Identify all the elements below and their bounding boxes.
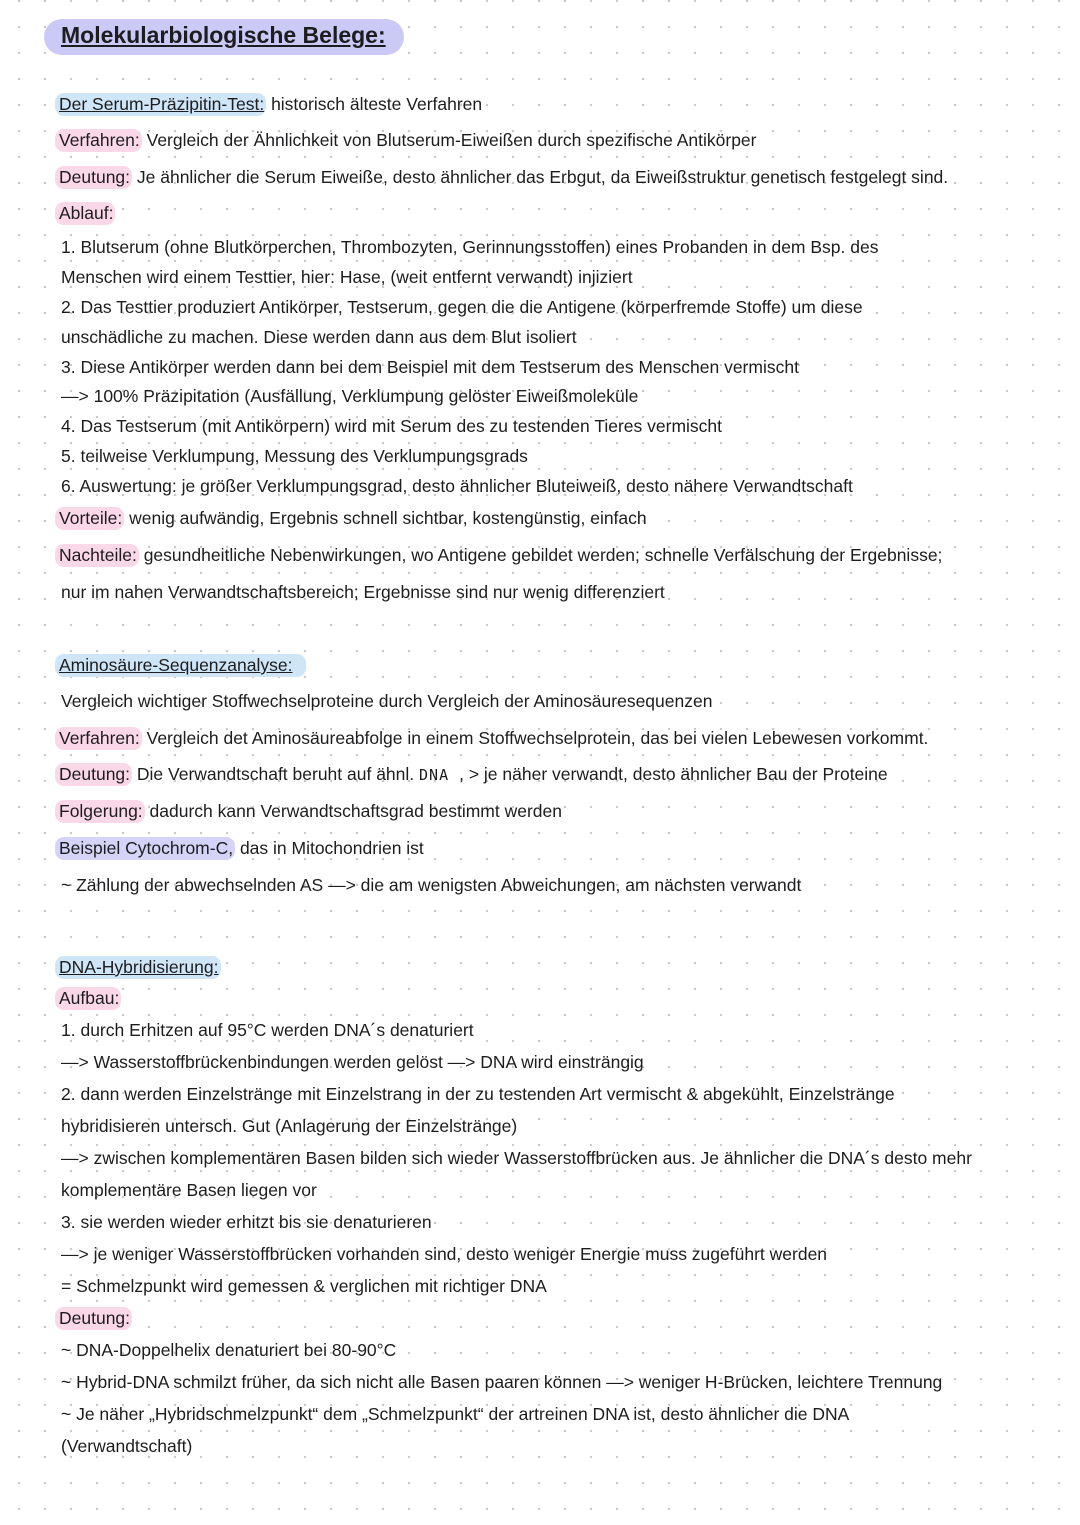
page-title: Molekularbiologische Belege: xyxy=(44,19,404,55)
serum-heading: Der Serum-Präzipitin-Test: xyxy=(55,93,266,116)
serum-vorteile-label: Vorteile: xyxy=(55,507,124,530)
dna-step-line: 2. dann werden Einzelstränge mit Einzelstrang in der zu testenden Art vermischt & abgekühlt, Einzelstränge xyxy=(61,1084,895,1104)
serum-step-line: unschädliche zu machen. Diese werden dann aus dem Blut isoliert xyxy=(61,327,577,347)
serum-verfahren-label: Verfahren: xyxy=(55,129,142,152)
serum-step-line: 4. Das Testserum (mit Antikörpern) wird mit Serum des zu testenden Tieres vermischt xyxy=(61,416,723,436)
serum-step-line: 6. Auswertung: je größer Verklumpungsgrad, desto ähnlicher Bluteiweiß, desto nähere Verwandtschaft xyxy=(61,476,853,496)
dna-step-line: hybridisieren untersch. Gut (Anlagerung der Einzelstränge) xyxy=(61,1116,518,1136)
serum-deutung-label: Deutung: xyxy=(55,166,132,189)
serum-step-line: Menschen wird einem Testtier, hier: Hase, (weit entfernt verwandt) injiziert xyxy=(61,267,633,287)
dna-deutung xyxy=(61,1307,132,1329)
serum-deutung xyxy=(61,166,948,188)
amino-beispiel-text: das in Mitochondrien ist xyxy=(235,838,424,858)
amino-deutung-text: Die Verwandtschaft beruht auf ähnl. xyxy=(132,764,420,784)
amino-folgerung-text: dadurch kann Verwandtschaftsgrad bestimmt werden xyxy=(144,801,562,821)
amino-verfahren-text: Vergleich det Aminosäureabfolge in einem Stoffwechselprotein, das bei vielen Lebewesen vorkommt. xyxy=(141,728,929,748)
dna-deutung-line: ~ DNA-Doppelhelix denaturiert bei 80-90°C xyxy=(61,1340,397,1360)
amino-deutung-dna: DNA xyxy=(419,766,450,784)
dna-aufbau xyxy=(61,987,121,1009)
dna-deutung-line: (Verwandtschaft) xyxy=(61,1436,193,1456)
dna-deutung-line: ~ Je näher „Hybridschmelzpunkt“ dem „Schmelzpunkt“ der artreinen DNA ist, desto ähnlicher die DNA xyxy=(61,1404,850,1424)
serum-verfahren xyxy=(61,129,757,151)
serum-step-line: 3. Diese Antikörper werden dann bei dem Beispiel mit dem Testserum des Menschen vermischt xyxy=(61,357,799,377)
serum-step-line: 2. Das Testtier produziert Antikörper, Testserum, gegen die die Antigene (körperfremde Stoffe) um diese xyxy=(61,297,863,317)
serum-heading-rest: historisch älteste Verfahren xyxy=(266,94,483,114)
dna-step-line: 3. sie werden wieder erhitzt bis sie denaturieren xyxy=(61,1212,432,1232)
serum-verfahren-text: Vergleich der Ähnlichkeit von Blutserum-Eiweißen durch spezifische Antikörper xyxy=(141,130,757,150)
amino-verfahren xyxy=(61,727,928,749)
amino-deutung-text2: , > je näher verwandt, desto ähnlicher Bau der Proteine xyxy=(459,764,888,784)
serum-nachteile xyxy=(61,544,942,566)
dna-deutung-line: ~ Hybrid-DNA schmilzt früher, da sich nicht alle Basen paaren können —> weniger H-Brücken, leichtere Trennung xyxy=(61,1372,943,1392)
dna-heading-line xyxy=(61,956,221,978)
serum-nachteile-text: gesundheitliche Nebenwirkungen, wo Antigene gebildet werden; schnelle Verfälschung der Ergebnisse; xyxy=(138,545,943,565)
dna-heading: DNA-Hybridisierung: xyxy=(55,956,221,979)
serum-deutung-text: Je ähnlicher die Serum Eiweiße, desto ähnlicher das Erbgut, da Eiweißstruktur genetisch festgelegt sind. xyxy=(132,167,949,187)
dna-aufbau-label: Aufbau: xyxy=(55,987,121,1010)
amino-beispiel-label: Beispiel Cytochrom-C, xyxy=(55,837,235,860)
amino-deutung xyxy=(61,763,888,786)
dna-step-line: —> zwischen komplementären Basen bilden sich wieder Wasserstoffbrücken aus. Je ähnlicher die DNA´s desto mehr xyxy=(61,1148,972,1168)
serum-nachteile-line2: nur im nahen Verwandtschaftsbereich; Ergebnisse sind nur wenig differenziert xyxy=(61,582,665,602)
serum-step-line: 1. Blutserum (ohne Blutkörperchen, Thrombozyten, Gerinnungsstoffen) eines Probanden in dem Bsp. des xyxy=(61,237,879,257)
amino-heading: Aminosäure-Sequenzanalyse: xyxy=(55,654,306,677)
dna-step-line: —> Wasserstoffbrückenbindungen werden gelöst —> DNA wird einsträngig xyxy=(61,1052,644,1072)
serum-heading-line xyxy=(61,93,482,115)
serum-step-line: —> 100% Präzipitation (Ausfällung, Verklumpung gelöster Eiweißmoleküle xyxy=(61,386,639,406)
amino-folgerung-label: Folgerung: xyxy=(55,800,145,823)
serum-nachteile-label: Nachteile: xyxy=(55,544,139,567)
amino-zaehlung: ~ Zählung der abwechselnden AS —> die am wenigsten Abweichungen, am nächsten verwandt xyxy=(61,875,802,895)
amino-heading-line xyxy=(61,654,306,676)
serum-vorteile xyxy=(61,507,647,529)
amino-beispiel xyxy=(61,837,424,859)
serum-ablauf xyxy=(61,202,115,224)
serum-step-line: 5. teilweise Verklumpung, Messung des Verklumpungsgrads xyxy=(61,446,528,466)
amino-verfahren-label: Verfahren: xyxy=(55,727,142,750)
amino-folgerung xyxy=(61,800,562,822)
dna-step-line: = Schmelzpunkt wird gemessen & verglichen mit richtiger DNA xyxy=(61,1276,547,1296)
amino-intro: Vergleich wichtiger Stoffwechselproteine durch Vergleich der Aminosäuresequenzen xyxy=(61,691,713,711)
dna-step-line: komplementäre Basen liegen vor xyxy=(61,1180,317,1200)
dna-deutung-label: Deutung: xyxy=(55,1307,132,1330)
dna-step-line: 1. durch Erhitzen auf 95°C werden DNA´s denaturiert xyxy=(61,1020,474,1040)
serum-vorteile-text: wenig aufwändig, Ergebnis schnell sichtbar, kostengünstig, einfach xyxy=(124,508,647,528)
dna-step-line: —> je weniger Wasserstoffbrücken vorhanden sind, desto weniger Energie muss zugeführt werden xyxy=(61,1244,828,1264)
amino-deutung-label: Deutung: xyxy=(55,763,132,786)
serum-ablauf-label: Ablauf: xyxy=(55,202,115,225)
